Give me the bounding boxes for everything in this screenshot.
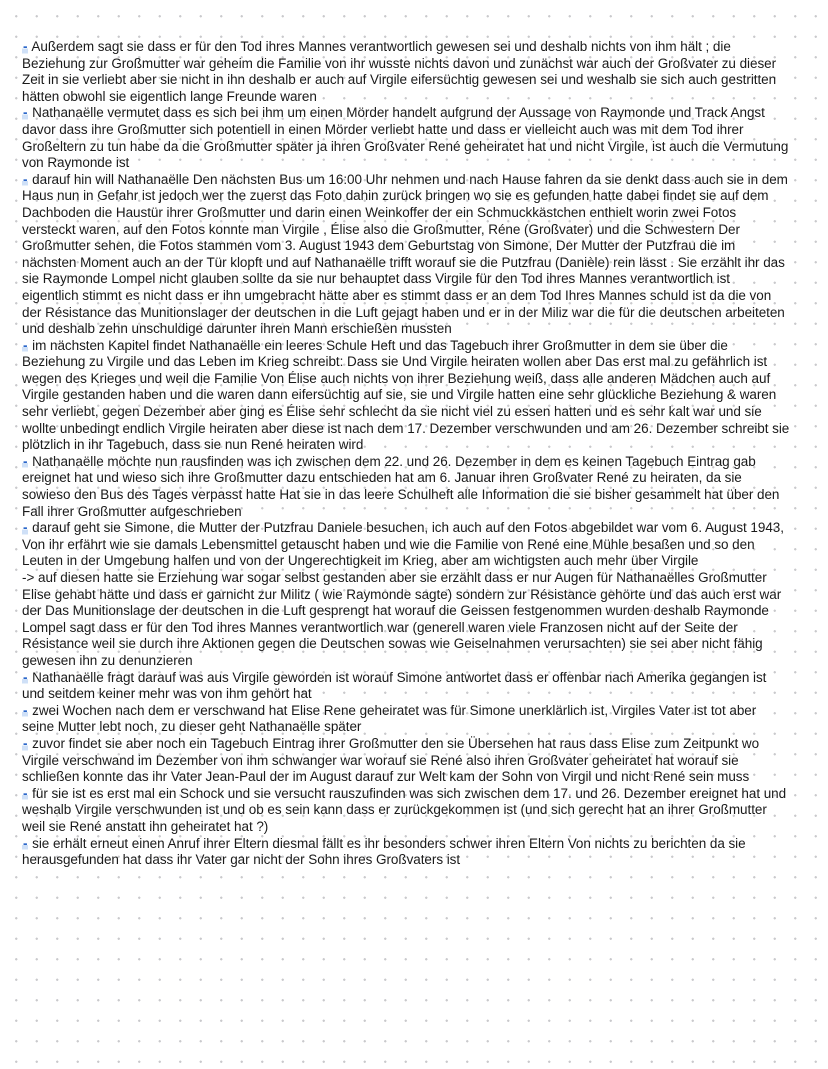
notes-text [22, 39, 790, 869]
note-text: Nathanaëlle möchte nun rausfinden was ich zwischen dem 22. und 26. Dezember in dem es keinen Tagebuch Eintrag gab ereignet hat und wieso sich ihre Großmutter dazu entschieden hat am 6. Januar ihren Großvater René zu heiraten, da sie sowieso den Bus des Tages verpasst hatte Hat sie in das leere Schulheft alle Information die sie bisher gesammelt hat über den Fall ihrer Großmutter aufgeschrieben [22, 453, 780, 519]
note-paragraph [22, 703, 790, 736]
bullet-marker: - [23, 835, 28, 851]
note-text: Nathanaëlle fragt darauf was aus Virgile geworden ist worauf Simone antwortet dass er offenbar nach Amerika gegangen ist und seitdem keiner mehr was von ihm gehört hat [22, 669, 767, 702]
bullet-marker: - [23, 171, 28, 187]
note-text: darauf hin will Nathanaëlle Den nächsten Bus um 16:00 Uhr nehmen und nach Hause fahren da sie denkt dass auch sie in dem Haus nun in Gefahr ist jedoch wer the zuerst das Foto dahin zurück bringen wo sie es gefunden hatte dabei findet sie auf dem Dachboden die Haustür ihrer Großmutter und darin einen Weinkoffer der ein Schmuckkästchen enthielt worin zwei Fotos versteckt waren, auf den Fotos konnte man Virgile , Élise also die Großmutter, Réne (Großvater) und die Schwestern Der Großmutter sehen, die Fotos stammen vom 3. August 1943 dem Geburtstag von Simone, Der Mutter der Putzfrau die im nächsten Moment auch an der Tür klopft und auf Nathanaëlle trifft worauf sie die Putzfrau (Danièle) rein lässt . Sie erzählt ihr das sie Raymonde Lompel nicht glauben sollte da sie nur behauptet dass Virgile für den Tod ihres Mannes verantwortlich ist eigentlich stimmt es nicht dass er ihn umgebracht hätte aber es stimmt dass er an dem Tod Ihres Mannes schuld ist da die von der Résistance das Munitionslager der deutschen in die Luft gejagt haben und er in der Miliz war die für die deutschen arbeiteten und deshalb zehn unschuldige darunter ihren Mann erschießen mussten [22, 171, 788, 337]
note-paragraph [22, 172, 790, 338]
note-text: im nächsten Kapitel findet Nathanaëlle ein leeres Schule Heft und das Tagebuch ihrer Großmutter in dem sie über die Beziehung zu Virgile und das Leben im Krieg schreibt: Dass sie Und Virgile heiraten wollen aber Das erst mal zu gefährlich ist wegen des Krieges und weil die Familie Von Élise auch nichts von ihrer Beziehung weiß, dass alle anderen Mädchen auch auf Virgile gestanden haben und die waren dann eifersüchtig auf sie, sie und Virgile hatten eine sehr glückliche Beziehung & waren sehr verliebt, gegen Dezember aber ging es Élise sehr schlecht da sie nicht viel zu essen hatten und es sehr kalt war und sie wollte unbedingt endlich Virgile heiraten aber diese ist nach dem 17. Dezember verschwunden und am 26. Dezember schreibt sie plötzlich in ihr Tagebuch, dass sie nun René heiraten wird [22, 337, 790, 453]
note-text: -> auf diesen hatte sie Erziehung war sogar selbst gestanden aber sie erzählt dass er nur Augen für Nathanaëlles Großmutter Elise gehabt hätte und dass er garnicht zur Militz ( wie Raymonde sagte) sondern zur Résistance gehörte und das auch erst war der Das Munitionslage der deutschen in die Luft gesprengt hat worauf die Geissen festgenommen wurden deshalb Raymonde Lompel sagt dass er für den Tod ihres Mannes verantwortlich war (generell waren viele Franzosen nicht auf der Seite der Résistance weil sie durch ihre Aktionen gegen die Deutschen sowas wie Geiselnahmen verursachten) sie sei aber nicht fähig gewesen ihn zu denunzieren [22, 570, 782, 668]
note-paragraph [22, 670, 790, 703]
note-paragraph [22, 338, 790, 454]
note-text: zuvor findet sie aber noch ein Tagebuch Eintrag ihrer Großmutter den sie Übersehen hat raus dass Elise zum Zeitpunkt wo Virgile verschwand im Dezember von ihm schwanger war worauf sie René also ihren Großvater geheiratet hat worauf sie schließen konnte das ihr Vater Jean-Paul der im August darauf zur Welt kam der Sohn von Virgil und nicht René sein muss [22, 735, 760, 785]
bullet-marker: - [23, 453, 28, 469]
note-text: zwei Wochen nach dem er verschwand hat Elise Rene geheiratet was für Simone unerklärlich ist, Virgiles Vater ist tot aber seine Mutter lebt noch, zu dieser geht Nathanaëlle später [22, 702, 757, 735]
bullet-marker: - [23, 39, 28, 54]
note-paragraph-arrow [22, 570, 790, 670]
bullet-marker: - [23, 337, 28, 353]
bullet-marker: - [23, 669, 28, 685]
note-paragraph [22, 454, 790, 520]
note-paragraph [22, 836, 790, 869]
note-text: Nathanaëlle vermutet dass es sich bei ihm um einen Mörder handelt aufgrund der Aussage von Raymonde und Track Angst davor dass ihre Großmutter sich potentiell in einen Mörder verliebt hatte und dass er vielleicht auch was mit dem Tod ihrer Großeltern zu tun habe da die Großmutter später ja ihren Großvater René geheiratet hat und nicht Virgile, ist auch die Vermutung von Raymonde ist [22, 105, 789, 171]
bullet-marker: - [23, 520, 28, 536]
note-paragraph [22, 39, 790, 105]
note-paragraph [22, 520, 790, 570]
bullet-marker: - [23, 785, 28, 801]
note-text: für sie ist es erst mal ein Schock und sie versucht rauszufinden was sich zwischen dem 17. und 26. Dezember ereignet hat und weshalb Virgile verschwunden ist und ob es sein kann dass er zurückgekommen ist (und sich gerecht hat an ihrer Großmutter weil sie René anstatt ihn geheiratet hat ?) [22, 785, 787, 834]
note-paragraph [22, 736, 790, 786]
note-text: sie erhält erneut einen Anruf ihrer Eltern diesmal fällt es ihr besonders schwer ihren Eltern Von nichts zu berichten da sie herausgefunden hat dass ihr Vater gar nicht der Sohn ihres Großvaters ist [22, 835, 746, 868]
bullet-marker: - [23, 702, 28, 718]
note-text: darauf geht sie Simone, die Mutter der Putzfrau Daniele besuchen, ich auch auf den Fotos abgebildet war vom 6. August 1943, Von ihr erfährt wie sie damals Lebensmittel getauscht haben und wie die Familie von René eine Mühle besaßen und so den Leuten in der Umgebung halfen und von der Ungerechtigkeit im Krieg, aber am wichtigsten auch mehr über Virgile [22, 520, 784, 569]
note-paragraph [22, 786, 790, 836]
note-text: Außerdem sagt sie dass er für den Tod ihres Mannes verantwortlich gewesen sei und deshalb nichts von ihm hält ; die Beziehung zur Großmutter war geheim die Familie von ihr wusste nichts davon und zunächst war auch der Großvater zu dieser Zeit in sie verliebt aber sie nicht in ihn deshalb er auch auf Virgile eifersüchtig gewesen sei und weshalb sie sich auch gestritten hätten obwohl sie eigentlich lange Freunde waren [22, 39, 777, 104]
note-paragraph [22, 105, 790, 171]
bullet-marker: - [23, 105, 28, 121]
bullet-marker: - [23, 735, 28, 751]
